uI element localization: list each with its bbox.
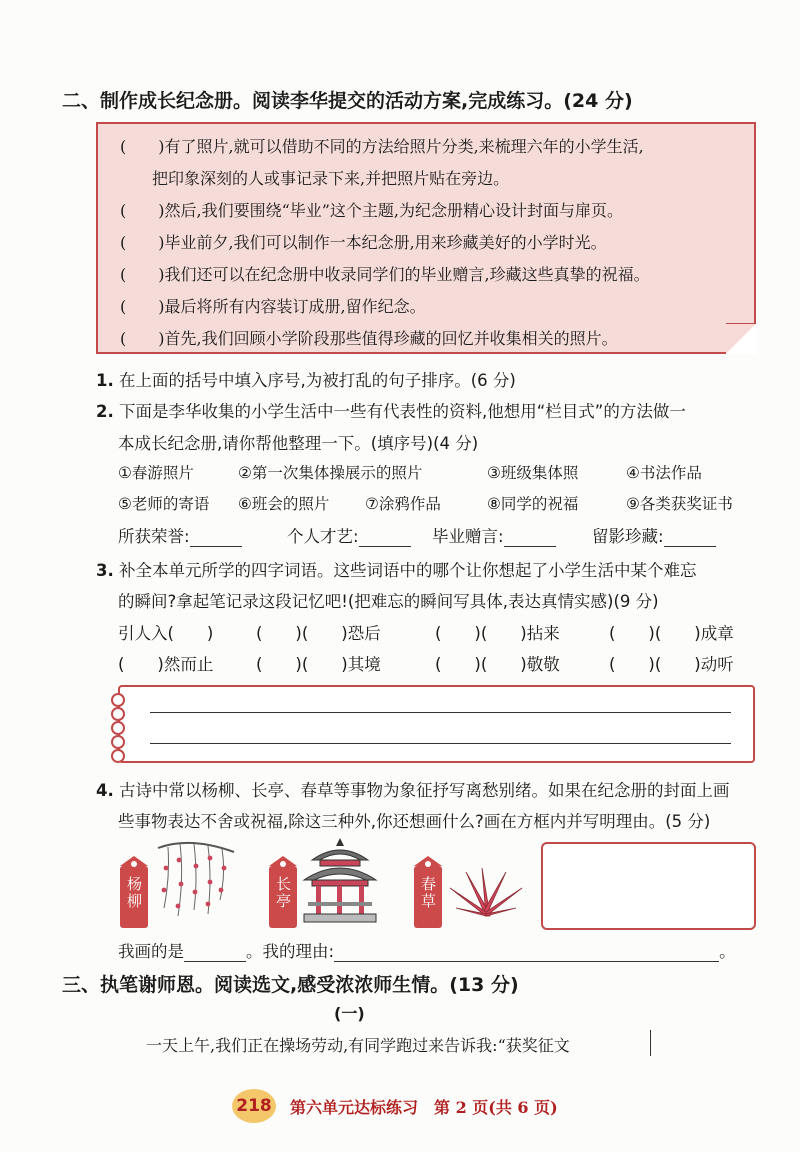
option-item: ③班级集体照 bbox=[487, 464, 579, 482]
plan-sentence: ( )然后,我们要围绕“毕业”这个主题,为纪念册精心设计封面与扉页。 bbox=[120, 201, 624, 220]
drawing-box[interactable] bbox=[541, 842, 756, 930]
option-item: ⑤老师的寄语 bbox=[118, 495, 210, 513]
question-1 bbox=[96, 367, 516, 391]
question-number: 2. bbox=[96, 402, 114, 421]
question-4-line2: 些事物表达不舍或祝福,除这三种外,你还想画什么?画在方框内并写明理由。(5 分) bbox=[118, 812, 711, 831]
category-label: 毕业赠言: bbox=[432, 527, 504, 546]
binder-ring-icon bbox=[111, 721, 125, 735]
section3-title: 三、执笔谢师恩。阅读选文,感受浓浓师生情。(13 分) bbox=[62, 974, 519, 996]
binder-ring-icon bbox=[111, 707, 125, 721]
idiom-blank[interactable]: ( )( )动听 bbox=[609, 655, 734, 674]
plan-sentence: ( )毕业前夕,我们可以制作一本纪念册,用来珍藏美好的小学时光。 bbox=[120, 233, 607, 252]
binder-ring-icon bbox=[111, 749, 125, 763]
category-talent bbox=[287, 523, 411, 547]
idiom-blank[interactable]: ( )然而止 bbox=[118, 655, 214, 674]
idiom-blank[interactable]: 引人入( ) bbox=[118, 624, 214, 643]
idiom-blank[interactable]: ( )( )其境 bbox=[256, 655, 381, 674]
willow-illustration-icon bbox=[150, 838, 240, 920]
option-item: ①春游照片 bbox=[118, 464, 194, 482]
answer-blank[interactable] bbox=[184, 943, 246, 962]
question-4-line1 bbox=[96, 777, 730, 801]
option-item: ④书法作品 bbox=[626, 464, 702, 482]
activity-plan-box bbox=[96, 122, 756, 354]
footer-text: 第六单元达标练习 第 2 页(共 6 页) bbox=[290, 1098, 558, 1117]
tag-label: 杨柳 bbox=[125, 876, 143, 910]
question-2-line2: 本成长纪念册,请你帮他整理一下。(填序号)(4 分) bbox=[118, 434, 479, 453]
question-text: 古诗中常以杨柳、长亭、春草等事物为象征抒写离愁别绪。如果在纪念册的封面上画 bbox=[119, 781, 730, 800]
reason-blank[interactable] bbox=[334, 943, 719, 962]
option-item: ⑥班会的照片 bbox=[238, 495, 330, 513]
category-label: 留影珍藏: bbox=[592, 527, 664, 546]
question-number: 3. bbox=[96, 561, 114, 580]
category-honors bbox=[118, 523, 242, 547]
idiom-blank[interactable]: ( )( )恐后 bbox=[256, 624, 381, 643]
pavilion-illustration-icon bbox=[298, 836, 382, 926]
idiom-blank[interactable]: ( )( )成章 bbox=[609, 624, 734, 643]
question-4-answer bbox=[118, 938, 736, 962]
category-label: 所获荣誉: bbox=[118, 527, 190, 546]
answer-blank[interactable] bbox=[504, 528, 556, 547]
writing-line[interactable] bbox=[150, 743, 731, 744]
option-item: ②第一次集体操展示的照片 bbox=[238, 464, 423, 482]
tag-willow bbox=[120, 866, 148, 928]
option-item: ⑨各类获奖证书 bbox=[626, 495, 733, 513]
question-text: 在上面的括号中填入序号,为被打乱的句子排序。(6 分) bbox=[119, 371, 516, 390]
plan-sentence: ( )我们还可以在纪念册中收录同学们的毕业赠言,珍藏这些真挚的祝福。 bbox=[120, 265, 650, 284]
binder-ring-icon bbox=[111, 735, 125, 749]
plan-sentence: ( )有了照片,就可以借助不同的方法给照片分类,来梳理六年的小学生活, bbox=[120, 137, 644, 156]
tag-pavilion bbox=[269, 866, 297, 928]
question-number: 4. bbox=[96, 781, 114, 800]
plan-sentence: 把印象深刻的人或事记录下来,并把照片贴在旁边。 bbox=[120, 169, 510, 188]
question-text: 补全本单元所学的四字词语。这些词语中的哪个让你想起了小学生活中某个难忘 bbox=[119, 561, 697, 580]
plan-sentence: ( )最后将所有内容装订成册,留作纪念。 bbox=[120, 297, 426, 316]
spring-grass-illustration-icon bbox=[446, 862, 526, 918]
idiom-blank[interactable]: ( )( )敬敬 bbox=[435, 655, 560, 674]
idiom-blank[interactable]: ( )( )拈来 bbox=[435, 624, 560, 643]
section2-title: 二、制作成长纪念册。阅读李华提交的活动方案,完成练习。(24 分) bbox=[62, 90, 633, 112]
question-number: 1. bbox=[96, 371, 114, 390]
question-2-line1 bbox=[96, 398, 686, 422]
answer-end: 。 bbox=[719, 942, 736, 961]
category-messages bbox=[432, 523, 556, 547]
tag-grass bbox=[414, 866, 442, 928]
category-photos bbox=[592, 523, 716, 547]
question-3-line1 bbox=[96, 557, 697, 581]
answer-blank[interactable] bbox=[359, 528, 411, 547]
text-cursor-line bbox=[650, 1030, 651, 1056]
passage-subtitle: (一) bbox=[334, 1004, 365, 1023]
answer-blank[interactable] bbox=[664, 528, 716, 547]
answer-blank[interactable] bbox=[190, 528, 242, 547]
tag-label: 长亭 bbox=[274, 876, 292, 910]
tag-label: 春草 bbox=[419, 876, 437, 910]
page-number-badge: 218 bbox=[232, 1089, 276, 1123]
writing-line[interactable] bbox=[150, 712, 731, 713]
category-label: 个人才艺: bbox=[287, 527, 359, 546]
passage-text: 一天上午,我们正在操场劳动,有同学跑过来告诉我:“获奖征文 bbox=[146, 1036, 570, 1055]
answer-label: 。我的理由: bbox=[246, 942, 335, 961]
answer-label: 我画的是 bbox=[118, 942, 184, 961]
memory-writing-area[interactable] bbox=[118, 685, 755, 763]
question-text: 下面是李华收集的小学生活中一些有代表性的资料,他想用“栏目式”的方法做一 bbox=[119, 402, 686, 421]
binder-ring-icon bbox=[111, 693, 125, 707]
question-3-line2: 的瞬间?拿起笔记录这段记忆吧!(把难忘的瞬间写具体,表达真情实感)(9 分) bbox=[118, 592, 659, 611]
plan-sentence: ( )首先,我们回顾小学阶段那些值得珍藏的回忆并收集相关的照片。 bbox=[120, 329, 618, 348]
option-item: ⑧同学的祝福 bbox=[487, 495, 579, 513]
option-item: ⑦涂鸦作品 bbox=[365, 495, 441, 513]
